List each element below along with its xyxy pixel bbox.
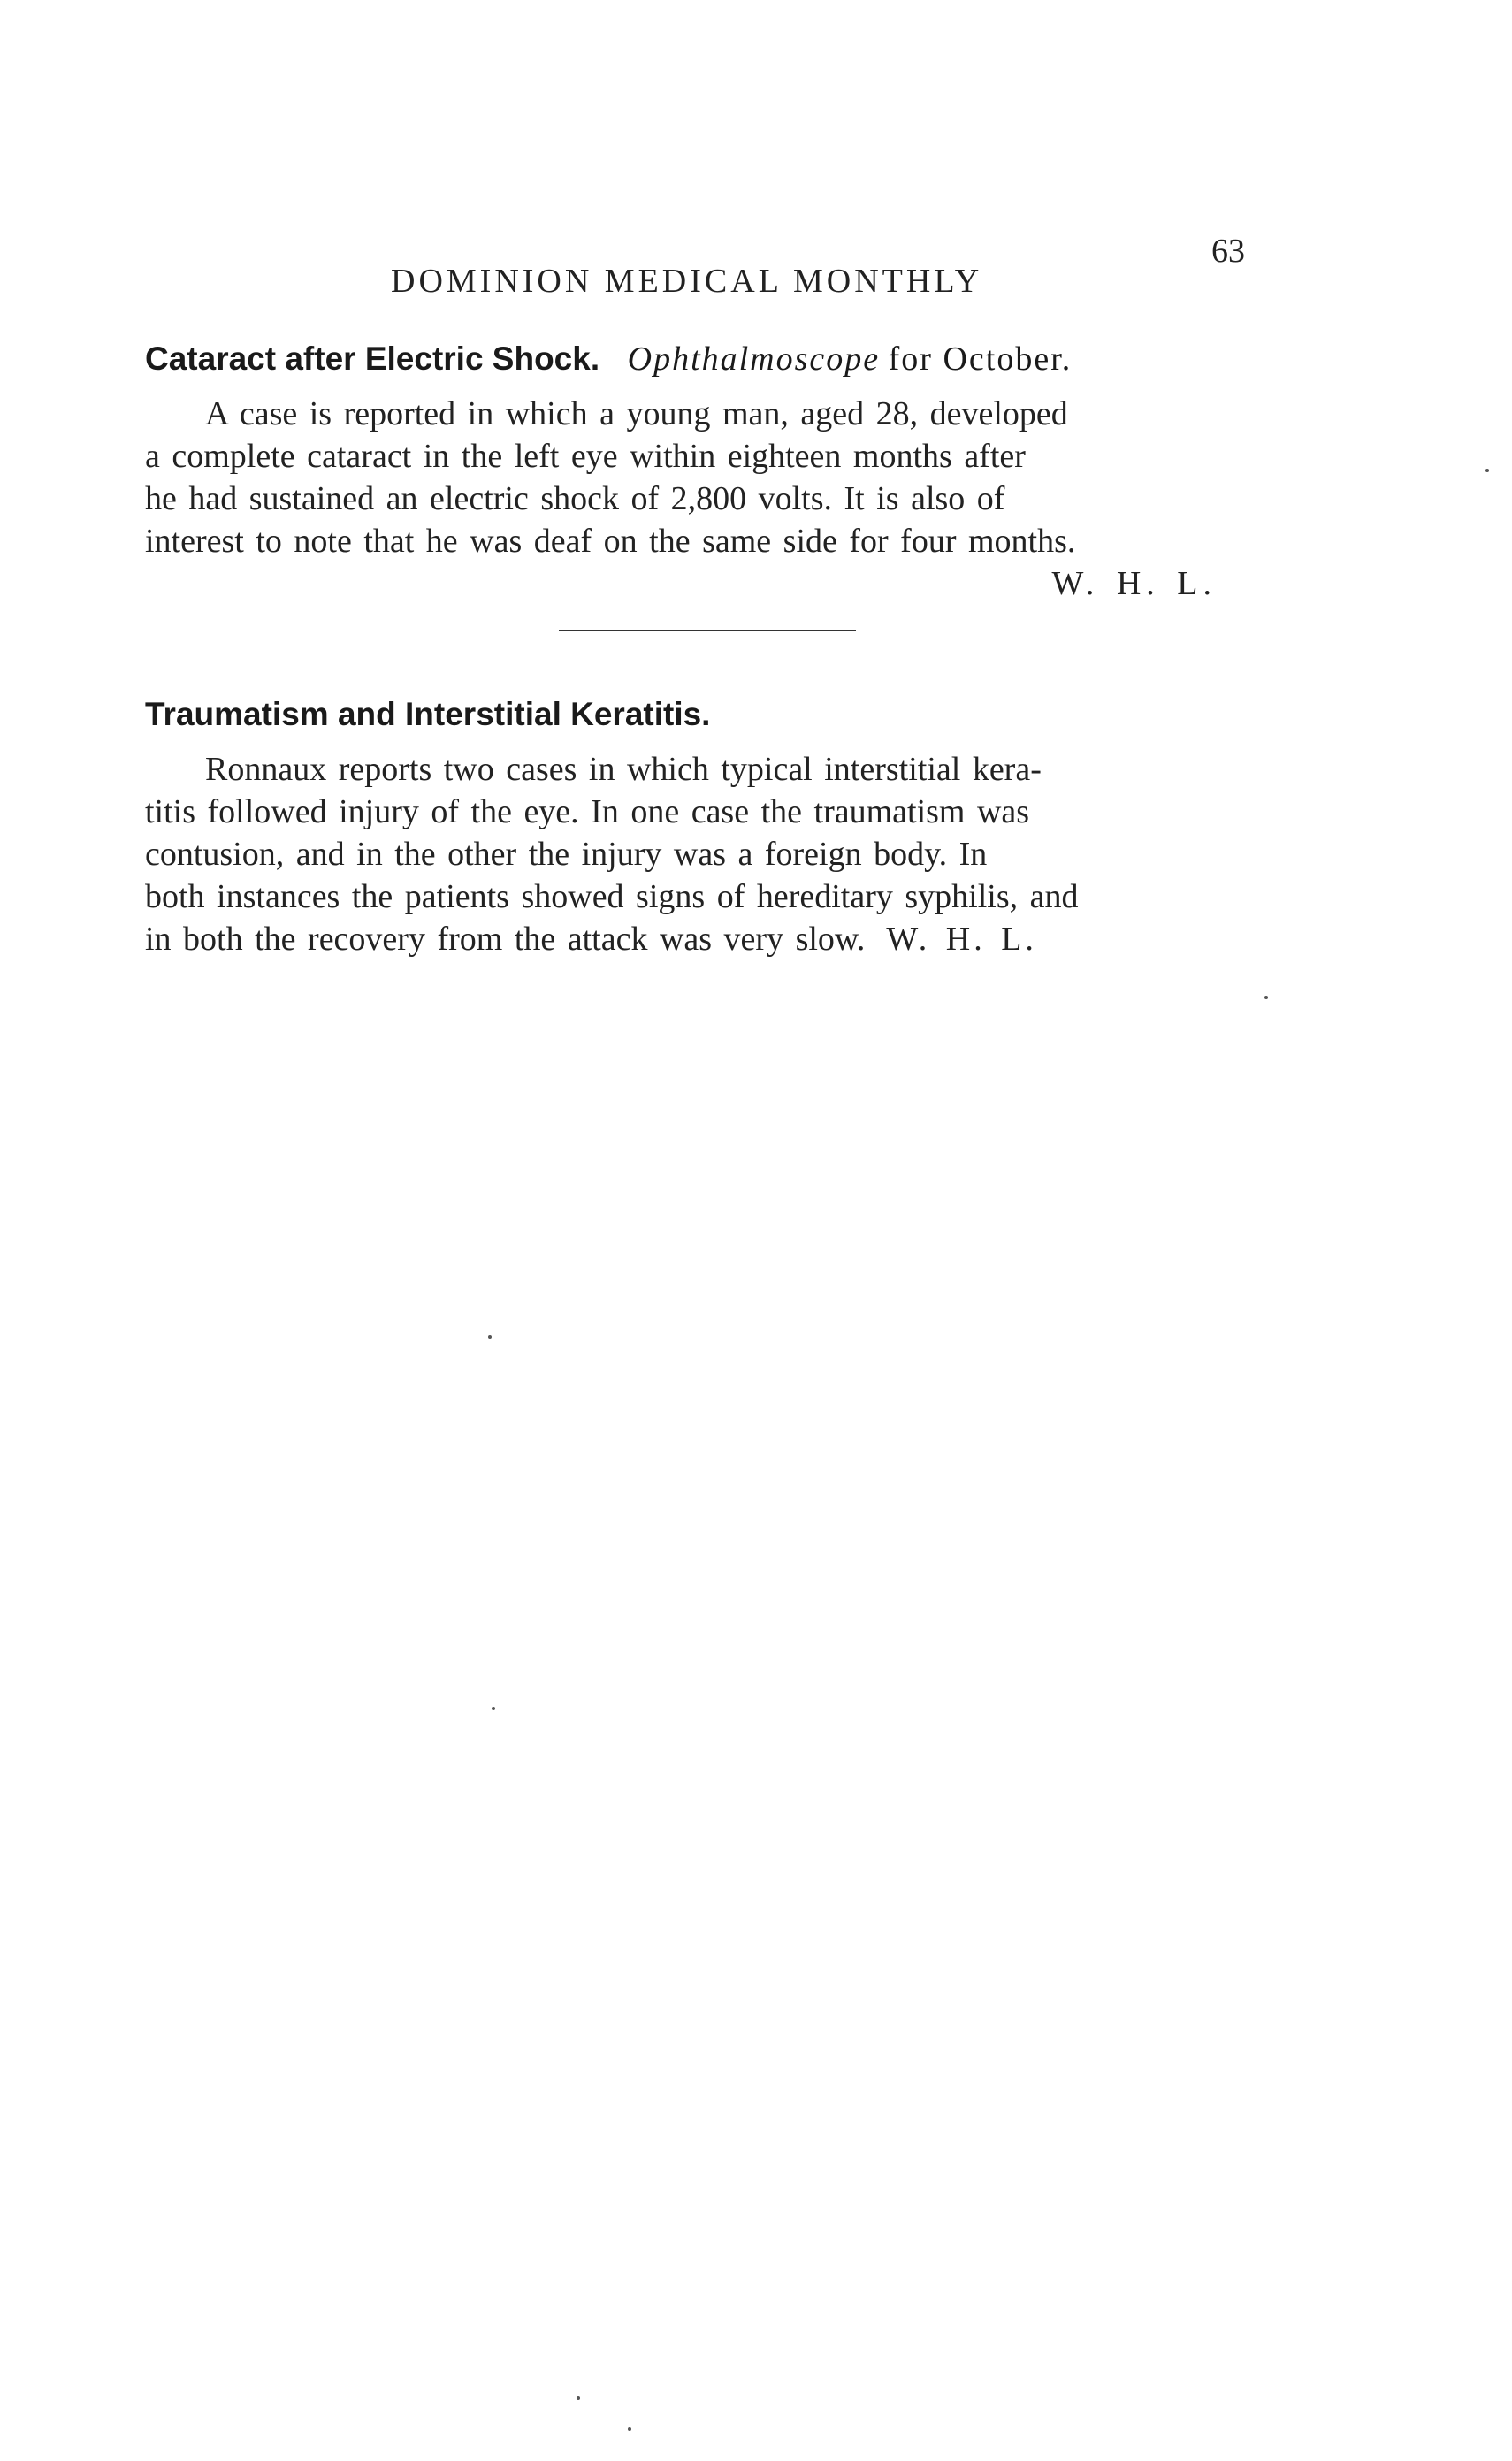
author-signature: W. H. L.	[886, 921, 1037, 958]
running-title: DOMINION MEDICAL MONTHLY	[391, 263, 983, 300]
article-cataract	[145, 336, 1270, 605]
scan-speck	[492, 1707, 495, 1710]
article-body	[145, 393, 1270, 605]
body-line: he had sustained an electric shock of 2,800 volts. It is also of	[145, 480, 1005, 517]
scan-speck	[1264, 996, 1268, 999]
body-line: A case is reported in which a young man, aged 28, developed	[205, 395, 1068, 432]
body-line: in both the recovery from the attack was very slow.	[145, 921, 866, 958]
article-title: Cataract after Electric Shock.	[145, 340, 600, 377]
article-source: Ophthalmoscope	[627, 340, 881, 378]
article-title: Traumatism and Interstitial Keratitis.	[145, 696, 711, 732]
body-line: titis followed injury of the eye. In one case the traumatism was	[145, 793, 1030, 830]
scan-speck	[1485, 469, 1489, 472]
body-line: contusion, and in the other the injury was a foreign body. In	[145, 836, 988, 873]
scan-speck	[628, 2427, 631, 2431]
article-keratitis	[145, 692, 1270, 960]
article-heading-line	[145, 336, 1270, 382]
page-number: 63	[1211, 233, 1245, 270]
scan-speck	[577, 2396, 580, 2400]
body-line: interest to note that he was deaf on the same side for four months.	[145, 523, 1076, 560]
article-body	[145, 748, 1270, 960]
author-signature: W. H. L.	[1051, 565, 1217, 602]
body-line: Ronnaux reports two cases in which typical interstitial kera-	[205, 751, 1042, 788]
section-divider	[559, 630, 856, 631]
article-source-date: for October.	[888, 340, 1073, 378]
article-heading-line	[145, 692, 1270, 738]
body-line: a complete cataract in the left eye within eighteen months after	[145, 438, 1026, 475]
body-line: both instances the patients showed signs of hereditary syphilis, and	[145, 878, 1079, 915]
scan-speck	[488, 1335, 492, 1339]
body-line-with-signature	[145, 918, 1270, 960]
